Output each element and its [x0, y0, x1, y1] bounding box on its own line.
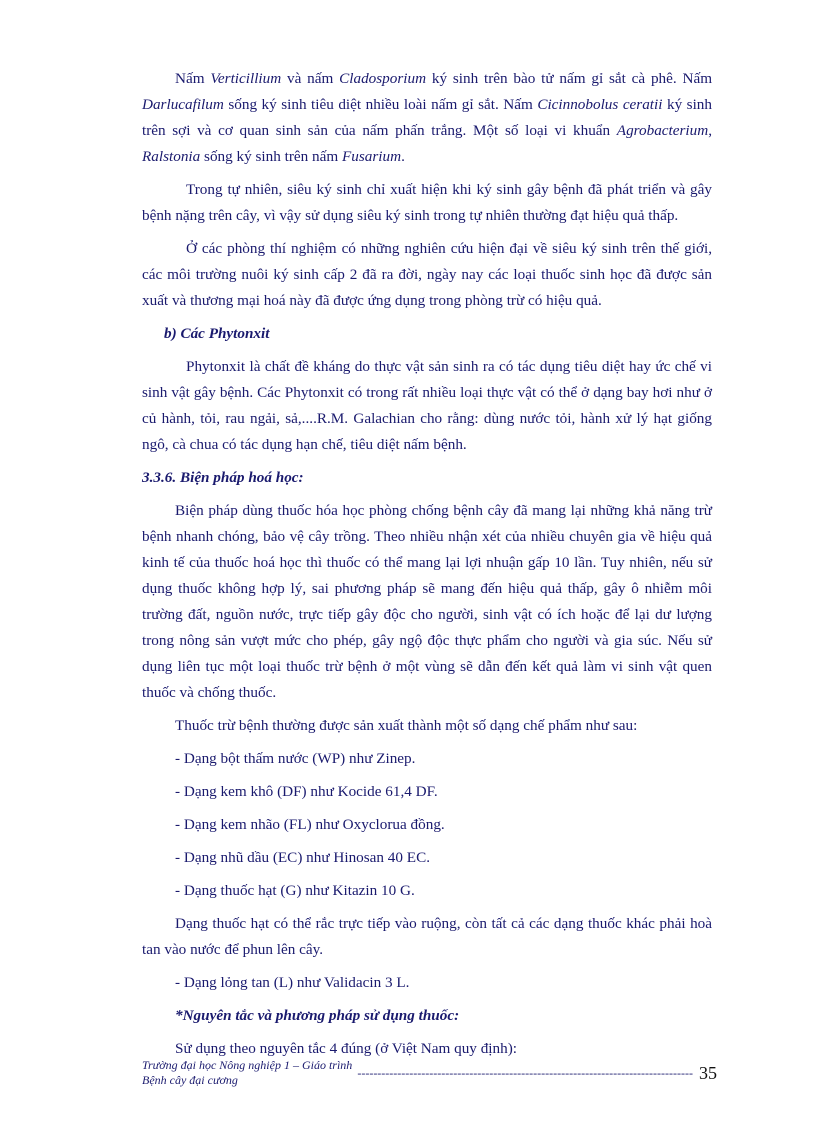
document-body	[142, 66, 712, 1069]
list-item: - Dạng lỏng tan (L) như Validacin 3 L.	[175, 974, 410, 991]
list-item: - Dạng kem nhão (FL) như Oxyclorua đồng.	[175, 816, 445, 833]
paragraph-four-rules: Sử dụng theo nguyên tắc 4 đúng (ở Việt Nam quy định):	[175, 1040, 517, 1057]
species-name: Agrobacterium	[616, 122, 709, 139]
list-item: - Dạng kem khô (DF) như Kocide 61,4 DF.	[175, 783, 438, 800]
paragraph-nature: Trong tự nhiên, siêu ký sinh chỉ xuất hiện khi ký sinh gây bệnh đã phát triển và gây bệnh nặng trên cây, vì vậy sử dụng siêu ký sinh trong tự nhiên thường đạt hiệu quả thấp.	[142, 181, 712, 224]
species-name: Cladosporium	[339, 70, 427, 87]
list-item: - Dạng nhũ dầu (EC) như Hinosan 40 EC.	[175, 849, 430, 866]
footer-dashes: ------------------------------------------------------------------------------------	[357, 1065, 693, 1080]
section-heading-chemical: 3.3.6. Biện pháp hoá học:	[142, 469, 304, 486]
species-name: Verticillium	[210, 70, 282, 87]
page-footer	[142, 1058, 717, 1088]
footer-text: Trường đại học Nông nghiệp 1 – Giáo trình Bệnh cây đại cương	[142, 1058, 353, 1087]
species-name: Ralstonia	[142, 148, 201, 165]
paragraph-formulations-intro: Thuốc trừ bệnh thường được sản xuất thành một số dạng chế phẩm như sau:	[175, 717, 638, 734]
paragraph-laboratories: Ở các phòng thí nghiệm có những nghiên cứu hiện đại về siêu ký sinh trên thế giới, các môi trường nuôi ký sinh cấp 2 đã ra đời, ngày nay các loại thuốc sinh học đã được sản xuất và thương mại hoá này đã được ứng dụng trong phòng trừ có hiệu quả.	[142, 240, 712, 309]
list-item: - Dạng thuốc hạt (G) như Kitazin 10 G.	[175, 882, 415, 899]
page-number: 35	[699, 1062, 717, 1083]
list-item: - Dạng bột thấm nước (WP) như Zinep.	[175, 750, 416, 767]
subheading-phytonxit: b) Các Phytonxit	[164, 325, 270, 342]
paragraph-phytonxit: Phytonxit là chất đề kháng do thực vật sản sinh ra có tác dụng tiêu diệt hay ức chế vi sinh vật gây bệnh. Các Phytonxit có trong rất nhiều loại thực vật có thể ở dạng bay hơi như ở củ hành, tỏi, rau ngải, sả,....R.M. Galachian cho rằng: dùng nước tỏi, hành xử lý hạt giống ngô, cà chua có tác dụng hạn chế, tiêu diệt nấm bệnh.	[142, 358, 712, 453]
species-name: Darlucafilum	[142, 96, 224, 113]
species-name: Fusarium	[341, 148, 402, 165]
paragraph-hyperparasites: Nấm Verticillium và nấm Cladosporium ký sinh trên bào tử nấm gỉ sắt cà phê. Nấm Darlucafilum sống ký sinh tiêu diệt nhiều loài nấm gỉ sắt. Nấm Cicinnobolus ceratii ký sinh trên sợi và cơ quan sinh sản của nấm phấn trắng. Một số loại vi khuẩn Agrobacterium, Ralstonia sống ký sinh trên nấm Fusarium.	[142, 70, 713, 165]
paragraph-chemical-method: Biện pháp dùng thuốc hóa học phòng chống bệnh cây đã mang lại những khả năng trừ bệnh nhanh chóng, bảo vệ cây trồng. Theo nhiều nhận xét của nhiều chuyên gia về hiệu quả kinh tế của thuốc hoá học thì thuốc có thể mang lại lợi nhuận gấp 10 lần. Tuy nhiên, nếu sử dụng thuốc không hợp lý, sai phương pháp sẽ mang đến hiệu quả thấp, gây ô nhiễm môi trường đất, nguồn nước, trực tiếp gây độc cho người, sinh vật có ích hoặc để lại dư lượng trong nông sản vượt mức cho phép, gây ngộ độc thực phẩm cho người và gia súc. Nếu sử dụng liên tục một loại thuốc trừ bệnh ở một vùng sẽ dẫn đến kết quả làm vi sinh vật quen thuốc và chống thuốc.	[142, 502, 712, 701]
heading-principles: *Nguyên tắc và phương pháp sử dụng thuốc:	[175, 1007, 460, 1024]
species-name: Cicinnobolus ceratii	[537, 96, 663, 113]
paragraph-granules: Dạng thuốc hạt có thể rắc trực tiếp vào ruộng, còn tất cả các dạng thuốc khác phải hoà tan vào nước để phun lên cây.	[142, 915, 712, 958]
